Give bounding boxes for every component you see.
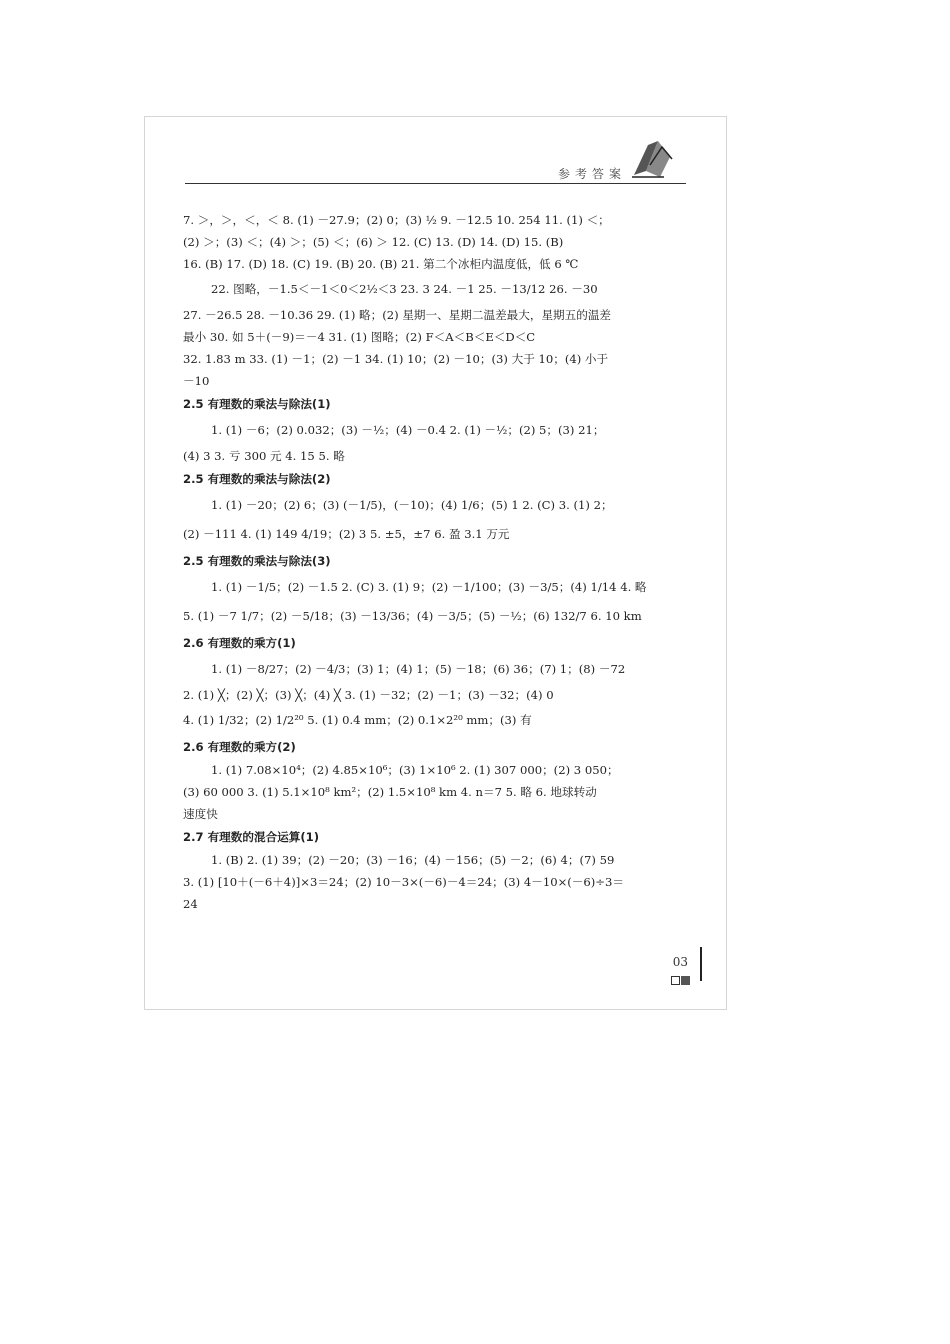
- answer-line: 24: [183, 897, 198, 911]
- answer-line: (2) ＞；(3) ＜；(4) ＞；(5) ＜；(6) ＞ 12. (C) 13. (D) 14. (D) 15. (B): [183, 235, 564, 249]
- page-header: [185, 165, 686, 184]
- answer-line: (3) 60 000 3. (1) 5.1×10⁸ km²；(2) 1.5×10⁸ km 4. n＝7 5. 略 6. 地球转动: [183, 785, 597, 799]
- footer-divider: [700, 947, 702, 981]
- header-title: 参考答案: [557, 167, 626, 181]
- section-heading: 2.5 有理数的乘法与除法(2): [183, 472, 331, 486]
- answer-content: [183, 209, 689, 915]
- answer-line: 最小 30. 如 5＋(－9)＝－4 31. (1) 图略；(2) F＜A＜B＜E＜D＜C: [183, 330, 536, 344]
- answer-line: 1. (1) －20；(2) 6；(3) (－1/5)，(－10)；(4) 1/6；(5) 1 2. (C) 3. (1) 2；: [211, 498, 613, 512]
- answer-line: (4) 3 3. 亏 300 元 4. 15 5. 略: [183, 449, 345, 463]
- page-number: 03: [672, 955, 688, 969]
- answer-line: 4. (1) 1/32；(2) 1/2²⁰ 5. (1) 0.4 mm；(2) 0.1×2²⁰ mm；(3) 有: [183, 713, 532, 727]
- answer-line: 1. (1) －1/5；(2) －1.5 2. (C) 3. (1) 9；(2) －1/100；(3) －3/5；(4) 1/14 4. 略: [211, 580, 647, 594]
- answer-line: (2) －111 4. (1) 149 4/19；(2) 3 5. ±5，±7 6. 盈 3.1 万元: [183, 527, 510, 541]
- answer-line: 1. (1) －8/27；(2) －4/3；(3) 1；(4) 1；(5) －18；(6) 36；(7) 1；(8) －72: [211, 662, 626, 676]
- section-heading: 2.6 有理数的乘方(1): [183, 636, 296, 650]
- answer-line: －10: [183, 374, 210, 388]
- section-heading: 2.5 有理数的乘法与除法(3): [183, 554, 331, 568]
- book-logo-icon: [628, 135, 676, 179]
- answer-line: 1. (1) 7.08×10⁴；(2) 4.85×10⁶；(3) 1×10⁶ 2. (1) 307 000；(2) 3 050；: [211, 763, 619, 777]
- section-heading: 2.6 有理数的乘方(2): [183, 740, 296, 754]
- answer-page: [144, 116, 727, 1010]
- section-heading: 2.7 有理数的混合运算(1): [183, 830, 319, 844]
- answer-line: 2. (1) ╳；(2) ╳；(3) ╳；(4) ╳ 3. (1) －32；(2) －1；(3) －32；(4) 0: [183, 688, 554, 702]
- answer-line: 27. －26.5 28. －10.36 29. (1) 略；(2) 星期一、星期二温差最大，星期五的温差: [183, 308, 612, 322]
- answer-line: 5. (1) －7 1/7；(2) －5/18；(3) －13/36；(4) －3/5；(5) －½；(6) 132/7 6. 10 km: [183, 609, 642, 623]
- answer-line: 1. (B) 2. (1) 39；(2) －20；(3) －16；(4) －156；(5) －2；(6) 4；(7) 59: [211, 853, 615, 867]
- section-heading: 2.5 有理数的乘法与除法(1): [183, 397, 331, 411]
- footer-marker-icon: [671, 970, 690, 989]
- answer-line: 22. 图略，－1.5＜－1＜0＜2½＜3 23. 3 24. －1 25. －13/12 26. －30: [211, 282, 598, 296]
- answer-line: 32. 1.83 m 33. (1) －1；(2) －1 34. (1) 10；(2) －10；(3) 大于 10；(4) 小于: [183, 352, 609, 366]
- answer-line: 速度快: [183, 807, 218, 821]
- answer-line: 7. ＞，＞，＜，＜ 8. (1) －27.9；(2) 0；(3) ½ 9. －12.5 10. 254 11. (1) ＜；: [183, 213, 610, 227]
- answer-line: 16. (B) 17. (D) 18. (C) 19. (B) 20. (B) 21. 第二个冰柜内温度低，低 6 ℃: [183, 257, 579, 271]
- answer-line: 3. (1) [10＋(－6＋4)]×3＝24；(2) 10－3×(－6)－4＝24；(3) 4－10×(－6)÷3＝: [183, 875, 624, 889]
- answer-line: 1. (1) －6；(2) 0.032；(3) －½；(4) －0.4 2. (1) －½；(2) 5；(3) 21；: [211, 423, 605, 437]
